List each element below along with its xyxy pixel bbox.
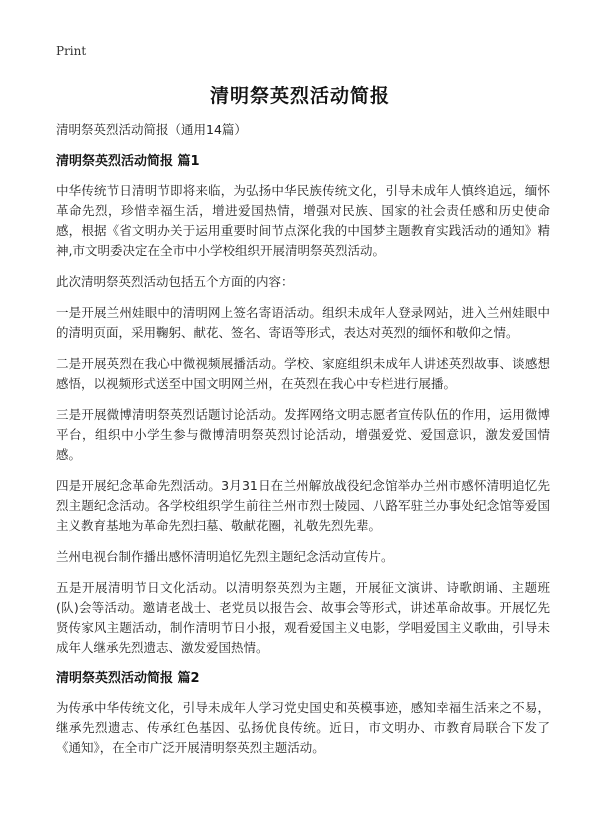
paragraph: 兰州电视台制作播出感怀清明追忆先烈主题纪念活动宣传片。 — [56, 549, 394, 564]
print-link[interactable]: Print — [56, 44, 87, 58]
section-heading: 清明祭英烈活动简报 篇2 — [56, 671, 200, 686]
section-2 — [56, 669, 550, 758]
section-heading: 清明祭英烈活动简报 篇1 — [56, 154, 200, 169]
document-body — [56, 120, 550, 769]
paragraph: 此次清明祭英烈活动包括五个方面的内容： — [56, 274, 294, 289]
section-1 — [56, 152, 550, 658]
paragraph: 五是开展清明节日文化活动。以清明祭英烈为主题，开展征文演讲、诗歌朗诵、主题班(队)会等活动。邀请老战士、老党员以报告会、故事会等形式，讲述革命故事。开展忆先贤传家风主题活动，制作清明节日小报，观看爱国主义电影，学唱爱国主义歌曲，引导未成年人继承先烈遗志、激发爱国热情。 — [56, 580, 550, 655]
paragraph: 中华传统节日清明节即将来临，为弘扬中华民族传统文化，引导未成年人慎终追远，缅怀革命先烈，珍惜幸福生活，增进爱国热情，增强对民族、国家的社会责任感和历史使命感，根据《省文明办关于运用重要时间节点深化我的中国梦主题教育实践活动的通知》精神,市文明委决定在全市中小学校组织开展清明祭英烈活动。 — [56, 183, 550, 258]
paragraph: 为传承中华传统文化，引导未成年人学习党史国史和英模事迹，感知幸福生活来之不易，继承先烈遗志、传承红色基因、弘扬优良传统。近日，市文明办、市教育局联合下发了《通知》，在全市广泛开展清明祭英烈主题活动。 — [56, 700, 550, 755]
page-title: 清明祭英烈活动简报 — [209, 85, 390, 107]
paragraph: 二是开展英烈在我心中微视频展播活动。学校、家庭组织未成年人讲述英烈故事、谈感想感悟，以视频形式送至中国文明网兰州，在英烈在我心中专栏进行展播。 — [56, 356, 550, 391]
paragraph: 三是开展微博清明祭英烈话题讨论活动。发挥网络文明志愿者宣传队伍的作用，运用微博平台，组织中小学生参与微博清明祭英烈讨论活动，增强爱党、爱国意识，激发爱国情感。 — [56, 407, 550, 462]
paragraph: 四是开展纪念革命先烈活动。3月31日在兰州解放战役纪念馆举办兰州市感怀清明追忆先烈主题纪念活动。各学校组织学生前往兰州市烈士陵园、八路军驻兰办事处纪念馆等爱国主义教育基地为革命先烈扫墓、敬献花圈，礼敬先烈先辈。 — [56, 478, 550, 533]
paragraph: 一是开展兰州娃眼中的清明网上签名寄语活动。组织未成年人登录网站，进入兰州娃眼中的清明页面，采用鞠躬、献花、签名、寄语等形式，表达对英烈的缅怀和敬仰之情。 — [56, 305, 550, 340]
document-subtitle: 清明祭英烈活动简报（通用14篇） — [56, 122, 247, 137]
